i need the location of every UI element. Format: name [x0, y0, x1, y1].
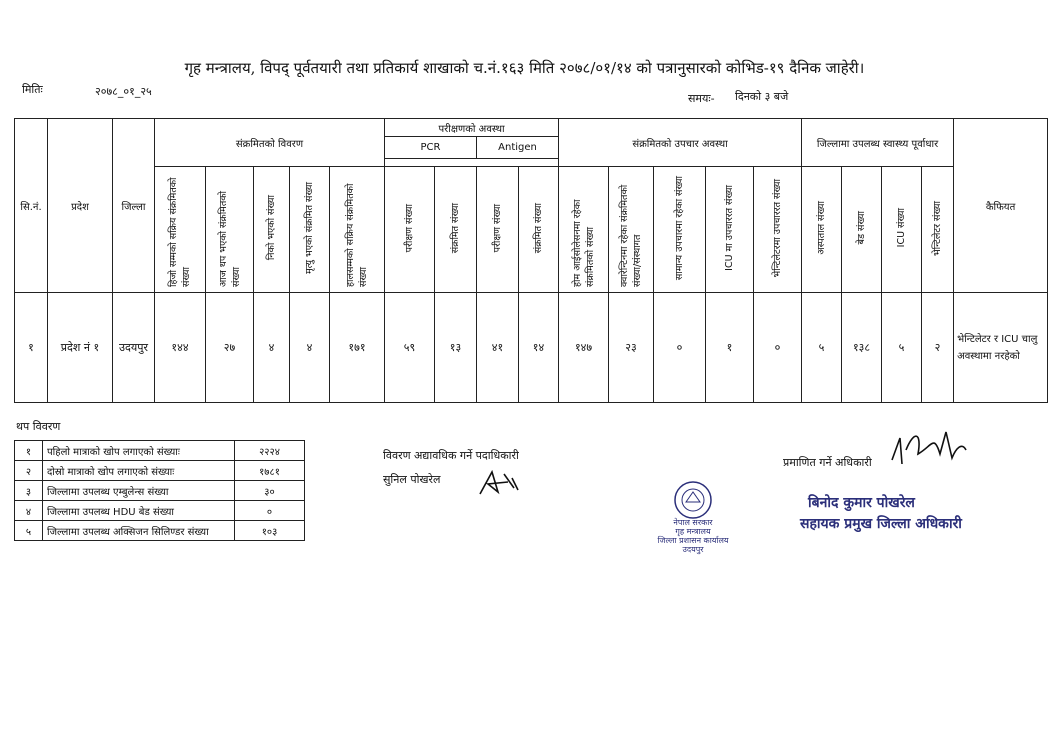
list-item — [15, 501, 305, 521]
cell-province: प्रदेश नं १ — [48, 293, 113, 403]
cell-sn: १ — [15, 293, 48, 403]
document-title: गृह मन्त्रालय, विपद् पूर्वतयारी तथा प्रतिकार्य शाखाको च.नं.१६३ मिति २०७८/०१/१४ को पत्रानुसारको कोभिड-१९ दैनिक जाहेरी। — [184, 59, 865, 77]
col-recovered: निको भएको संख्या — [266, 195, 277, 261]
col-pcr-infected: संक्रमित संख्या — [450, 202, 461, 254]
cell-pcr-infected: १३ — [435, 293, 477, 403]
stamp-line: जिल्ला प्रशासन कार्यालय — [657, 536, 729, 545]
cell-pcr-tests: ५९ — [385, 293, 435, 403]
col-added-today: आज थप भएको संक्रमितको संख्या — [217, 190, 242, 287]
time-value: दिनको ३ बजे — [735, 90, 789, 103]
extra-no: ३ — [15, 481, 43, 501]
group-pcr: PCR — [385, 137, 477, 159]
date-value: २०७८_०१_२५ — [95, 85, 152, 98]
list-item — [15, 481, 305, 501]
approver-name: बिनोद कुमार पोखरेल — [808, 495, 915, 511]
extra-value: २२२४ — [235, 441, 305, 461]
cell-general-treatment: ० — [654, 293, 706, 403]
extra-details-table — [14, 440, 305, 541]
col-current-active: हालसम्मको सक्रिय संक्रमितको संख्या — [345, 183, 369, 287]
group-test-status: परीक्षणको अवस्था — [385, 119, 559, 137]
cell-current-active: १७१ — [330, 293, 385, 403]
col-district: जिल्ला — [113, 119, 155, 293]
extra-no: १ — [15, 441, 43, 461]
date-label: मितिः — [22, 83, 43, 96]
stamp-line: गृह मन्त्रालय — [675, 527, 711, 536]
col-pcr-tests: परीक्षण संख्या — [404, 203, 415, 253]
group-infected-details: संक्रमितको विवरण — [155, 119, 385, 167]
col-active-till-yesterday: हिजो सम्मको सक्रिय संक्रमितको संख्या — [168, 177, 192, 287]
col-remarks: कैफियत — [954, 119, 1048, 293]
cell-antigen-infected: १४ — [519, 293, 559, 403]
table-row — [15, 293, 1048, 403]
col-sn: सि.नं. — [15, 119, 48, 293]
extra-label: दोस्रो मात्राको खोप लगाएको संख्याः — [43, 461, 235, 481]
cell-icu: १ — [706, 293, 754, 403]
col-icu: ICU मा उपचाररत संख्या — [724, 185, 736, 271]
cell-icu-count: ५ — [882, 293, 922, 403]
col-province: प्रदेश — [48, 119, 113, 293]
cell-remarks: भेन्टिलेटर र ICU चालु अवस्थामा नरहेको — [954, 293, 1048, 403]
approver-position: सहायक प्रमुख जिल्ला अधिकारी — [800, 516, 962, 532]
extra-value: ३० — [235, 481, 305, 501]
group-treatment-status: संक्रमितको उपचार अवस्था — [559, 119, 802, 167]
cell-beds: १३८ — [842, 293, 882, 403]
extra-value: १०३ — [235, 521, 305, 541]
updater-signature — [474, 466, 524, 500]
col-quarantine: क्वारेन्टिनमा रहेका संक्रमितको संख्या/संस्थागत — [619, 184, 644, 287]
list-item — [15, 521, 305, 541]
cell-quarantine: २३ — [609, 293, 654, 403]
extra-label: जिल्लामा उपलब्ध अक्सिजन सिलिण्डर संख्या — [43, 521, 235, 541]
list-item — [15, 461, 305, 481]
cell-ventilator: ० — [754, 293, 802, 403]
approver-signature — [888, 420, 968, 472]
extra-label: जिल्लामा उपलब्ध HDU बेड संख्या — [43, 501, 235, 521]
col-ventilator-count: भेन्टिलेटर संख्या — [932, 200, 944, 256]
cell-home-isolation: १४७ — [559, 293, 609, 403]
col-icu-count: ICU संख्या — [896, 208, 908, 248]
extra-no: ५ — [15, 521, 43, 541]
extra-label: जिल्लामा उपलब्ध एम्बुलेन्स संख्या — [43, 481, 235, 501]
group-health-infra: जिल्लामा उपलब्ध स्वास्थ्य पूर्वाधार — [802, 119, 954, 167]
col-general-treatment: सामान्य उपचारमा रहेका संख्या — [674, 175, 686, 281]
cell-hospitals: ५ — [802, 293, 842, 403]
extra-value: १७८१ — [235, 461, 305, 481]
time-label: समयः- — [688, 92, 715, 105]
col-ventilator: भेन्टिलेटरमा उपचाररत संख्या — [772, 178, 784, 278]
office-stamp — [650, 470, 736, 556]
cell-active-till-yesterday: १४४ — [155, 293, 206, 403]
col-hospitals: अस्पताल संख्या — [816, 201, 828, 255]
cell-antigen-tests: ४१ — [477, 293, 519, 403]
stamp-line: नेपाल सरकार — [673, 518, 713, 527]
cell-deaths: ४ — [290, 293, 330, 403]
cell-recovered: ४ — [254, 293, 290, 403]
extra-title: थप विवरण — [16, 420, 61, 433]
extra-value: ० — [235, 501, 305, 521]
cell-district: उदयपुर — [113, 293, 155, 403]
list-item — [15, 441, 305, 461]
cell-ventilator-count: २ — [922, 293, 954, 403]
extra-no: ४ — [15, 501, 43, 521]
cell-added-today: २७ — [206, 293, 254, 403]
stamp-line: उदयपुर — [682, 545, 704, 554]
covid-report-table — [14, 118, 1048, 403]
extra-no: २ — [15, 461, 43, 481]
approver-title: प्रमाणित गर्ने अधिकारी — [783, 456, 872, 469]
col-beds: बेड संख्या — [856, 211, 868, 245]
col-antigen-infected: संक्रमित संख्या — [533, 202, 545, 254]
col-antigen-tests: परीक्षण संख्या — [492, 203, 503, 253]
updater-title: विवरण अद्यावधिक गर्ने पदाधिकारी — [383, 449, 519, 462]
updater-name: सुनिल पोखरेल — [383, 473, 441, 486]
extra-label: पहिलो मात्राको खोप लगाएको संख्याः — [43, 441, 235, 461]
group-antigen: Antigen — [477, 137, 559, 159]
col-deaths: मृत्यु भएको संक्रमित संख्या — [304, 182, 315, 274]
col-home-isolation: होम आईसोलेसनमा रहेका संक्रमितको संख्या — [571, 199, 596, 287]
